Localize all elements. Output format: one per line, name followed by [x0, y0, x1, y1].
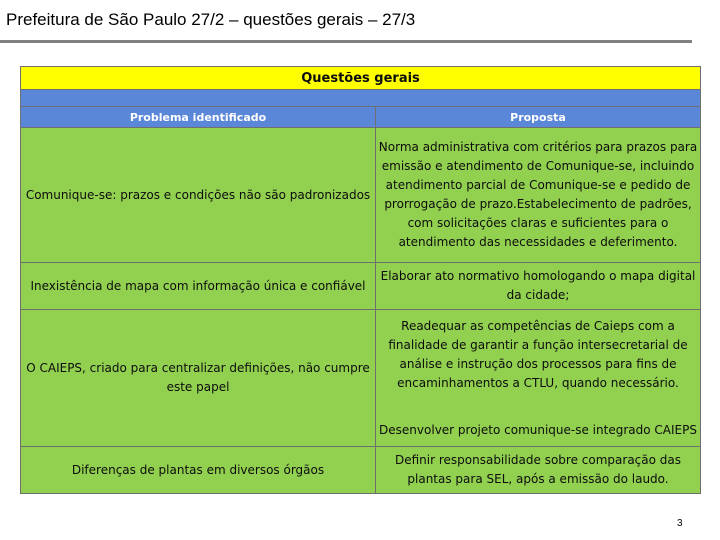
- proposal-cell: [376, 310, 701, 447]
- table-heading: Questões gerais: [21, 67, 701, 90]
- proposal-text: Readequar as competências de Caieps com a finalidade de garantir a função intersecretarial de análise e instrução dos processos para fins de encaminhamentos a CTLU, quando necessário.: [388, 318, 688, 390]
- table-row: [21, 310, 701, 447]
- table-row: [21, 128, 701, 263]
- table-heading-row: [21, 67, 701, 90]
- problem-cell: Inexistência de mapa com informação única e confiável: [21, 263, 376, 310]
- column-header-problem: Problema identificado: [21, 107, 376, 128]
- title-divider: [0, 40, 692, 43]
- slide-title: Prefeitura de São Paulo 27/2 – questões gerais – 27/3: [6, 10, 416, 29]
- table-row: [21, 263, 701, 310]
- proposal-cell: Norma administrativa com critérios para prazos para emissão e atendimento de Comunique-se, incluindo atendimento parcial de Comunique-se e pedido de prorrogação de prazo.Estabelecimento de padrões, com solicitações claras e suficientes para o atendimento das necessidades e deferimento.: [376, 128, 701, 263]
- header-spacer: [21, 90, 701, 107]
- page-number: 3: [677, 518, 683, 529]
- proposal-cell: Elaborar ato normativo homologando o mapa digital da cidade;: [376, 263, 701, 310]
- proposal-extra-text: Desenvolver projeto comunique-se integrado CAIEPS: [379, 422, 697, 437]
- problem-cell: O CAIEPS, criado para centralizar definições, não cumpre este papel: [21, 310, 376, 447]
- questions-table: [20, 66, 701, 494]
- problem-cell: Comunique-se: prazos e condições não são padronizados: [21, 128, 376, 263]
- proposal-cell: Definir responsabilidade sobre comparação das plantas para SEL, após a emissão do laudo.: [376, 447, 701, 494]
- table-row: [21, 447, 701, 494]
- column-header-proposal: Proposta: [376, 107, 701, 128]
- problem-cell: Diferenças de plantas em diversos órgãos: [21, 447, 376, 494]
- column-header-row: [21, 107, 701, 128]
- questions-table-container: [20, 66, 700, 496]
- header-spacer-row: [21, 90, 701, 107]
